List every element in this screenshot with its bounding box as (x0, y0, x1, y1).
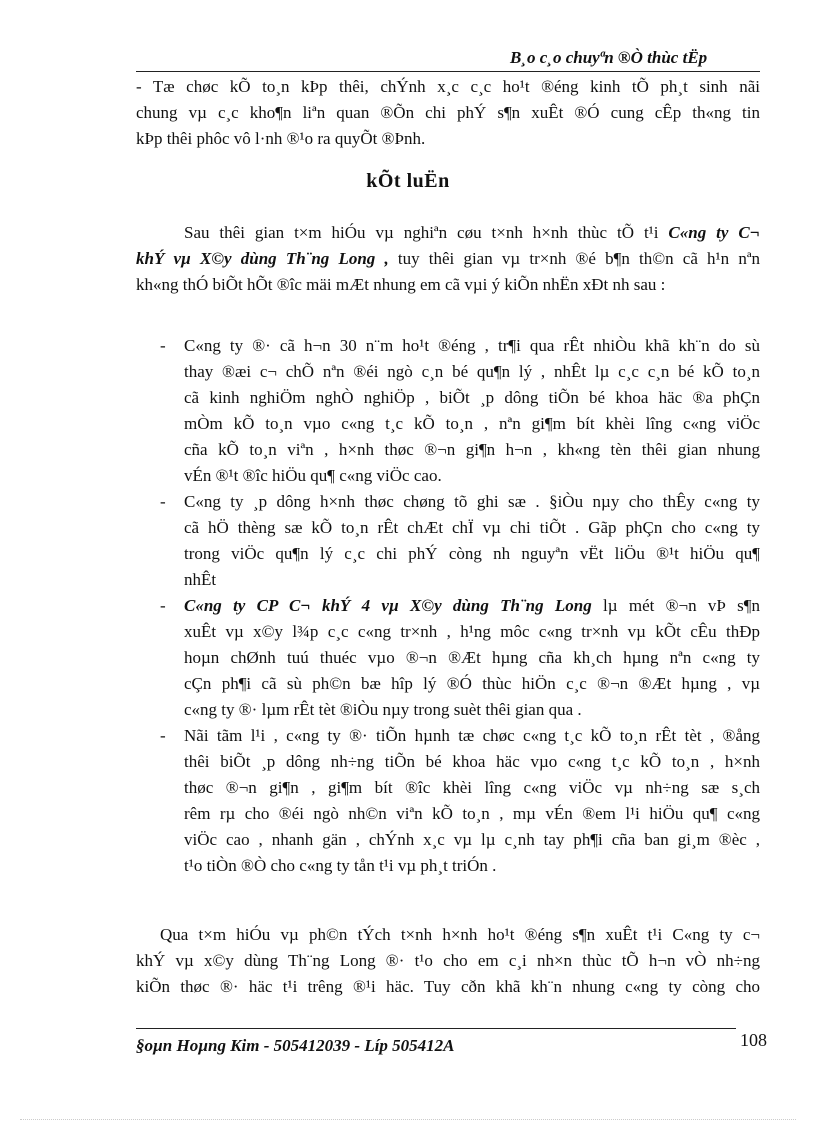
finding-line: vÉn ®¹t ®îc hiÖu qu¶ c«ng viÖc cao. (184, 466, 442, 485)
finding-line: t¹o tiÒn ®Ò cho c«ng ty tån t¹i vµ ph¸t triÓn . (184, 856, 497, 875)
header-rule (136, 71, 760, 72)
finding-line: thêi biÕt ¸p dông nh÷ng tiÕn bé khoa häc vµo c«ng t¸c kÕ to¸n , h×nh (184, 752, 760, 771)
conclusion-line (136, 246, 760, 272)
bullet-dash: - (160, 336, 166, 355)
finding-line: viÖc cao , nhanh gän , chÝnh x¸c vµ lµ c¸nh tay ph¶i cña ban gi¸m ®èc , (184, 830, 760, 849)
finding-line: cã hÖ thèng sæ kÕ to¸n rÊt chÆt chÏ vµ chi tiÕt . Gãp phÇn cho c«ng ty (184, 518, 760, 537)
footer-author: §oµn Hoµng Kim - 505412039 - Líp 505412A (136, 1036, 455, 1055)
conclusion-text: Sau thêi gian t×m hiÓu vµ nghiªn cøu t×nh h×nh thùc tÕ t¹i (184, 223, 669, 242)
finding-line: nhÊt (184, 570, 217, 589)
conclusion-line (136, 220, 760, 246)
finding-item (160, 723, 760, 879)
finding-line: cÇn ph¶i cã sù ph©n bæ hîp lý ®Ó thùc hiÖn c¸c ®¬n ®Æt hµng , vµ (184, 674, 760, 693)
closing-line: khÝ vµ x©y dùng Th¨ng Long ®· t¹o cho em c¸i nh×n thùc tÕ h¬n vÒ nh÷ng (136, 951, 760, 970)
finding-text: lµ mét ®¬n vÞ s¶n (591, 596, 761, 615)
finding-line: mÒm kÕ to¸n vµo c«ng t¸c kÕ to¸n , nªn gi¶m bít khèi lîng c«ng viÖc (184, 414, 760, 433)
conclusion-paragraph (136, 220, 760, 298)
finding-line: cã kinh nghiÖm nghÒ nghiÖp , biÕt ¸p dông tiÕn bé khoa häc ®a phÇn (184, 388, 760, 407)
finding-line: trong viÖc qu¶n lý c¸c chi phÝ còng nh nguyªn vËt liÖu ®¹t hiÖu qu¶ (184, 544, 760, 563)
company-name-part: C«ng ty C¬ (668, 223, 760, 242)
finding-line: c«ng ty ®· lµm rÊt tèt ®iÒu nµy trong suèt thêi gian qua . (184, 700, 582, 719)
company-name-part: khÝ vµ X©y dùng Th¨ng Long , (136, 249, 389, 268)
section-title: kÕt luËn (366, 170, 450, 192)
finding-line: Nãi tãm l¹i , c«ng ty ®· tiÕn hµnh tæ chøc c«ng t¸c kÕ to¸n rÊt tèt , ®ång (184, 726, 760, 745)
intro-line: kÞp thêi phôc vô l·nh ®¹o ra quyÕt ®Þnh. (136, 129, 426, 148)
bullet-dash: - (160, 726, 166, 745)
finding-line: thøc ®¬n gi¶n , gi¶m bít ®îc khèi lîng c«ng viÖc vµ nh÷ng sæ s¸ch (184, 778, 760, 797)
finding-line (184, 593, 760, 619)
bullet-dash: - (160, 492, 166, 511)
finding-item (160, 489, 760, 593)
closing-line: kiÕn thøc ®· häc t¹i trêng ®¹i häc. Tuy cðn khã kh¨n nhung c«ng ty còng cho (136, 977, 760, 996)
closing-paragraph (136, 922, 760, 1000)
intro-line: chung vµ c¸c kho¶n liªn quan ®Õn chi phÝ s¶n xuÊt ®Ó cung cÊp th«ng tin (136, 103, 760, 122)
finding-line: C«ng ty ¸p dông h×nh thøc chøng tõ ghi sæ . §iÒu nµy cho thÊy c«ng ty (184, 492, 760, 511)
company-name-bold: C«ng ty CP C¬ khÝ 4 vµ X©y dùng Th¨ng Long (184, 596, 592, 615)
finding-line: xuÊt vµ x©y l¾p c¸c c«ng tr×nh , h¹ng môc c«ng tr×nh vµ kÕt cÊu thÐp (184, 622, 760, 641)
footer-rule (136, 1028, 736, 1029)
page-number: 108 (740, 1030, 767, 1050)
finding-line: thay ®æi c¬ chÕ nªn ®éi ngò c¸n bé qu¶n lý , nhÊt lµ c¸c c¸n bé kÕ to¸n (184, 362, 760, 381)
bullet-dash: - (160, 596, 166, 615)
intro-line: - Tæ chøc kÕ to¸n kÞp thêi, chÝnh x¸c c¸c ho¹t ®éng kinh tÕ ph¸t sinh nãi (136, 77, 760, 96)
closing-line: Qua t×m hiÓu vµ ph©n tÝch t×nh h×nh ho¹t ®éng s¶n xuÊt t¹i C«ng ty c¬ (160, 925, 760, 944)
finding-line: C«ng ty ®· cã h¬n 30 n¨m ho¹t ®éng , tr¶i qua rÊt nhiÒu khã kh¨n do sù (184, 336, 760, 355)
finding-item (160, 333, 760, 489)
running-header: B¸o c¸o chuyªn ®Ò thùc tËp (510, 48, 708, 67)
finding-line: hoµn chØnh tuú thuéc vµo ®¬n ®Æt hµng cña kh¸ch hµng nªn c«ng ty (184, 648, 760, 667)
finding-line: cña kÕ to¸n viªn , h×nh thøc ®¬n gi¶n h¬n , kh«ng tèn thêi gian nhung (184, 440, 760, 459)
finding-item (160, 593, 760, 723)
finding-line: rêm rµ cho ®éi ngò nh©n viªn kÕ to¸n , mµ vÉn ®em l¹i hiÖu qu¶ c«ng (184, 804, 760, 823)
intro-paragraph (136, 74, 760, 152)
conclusion-line: kh«ng thÓ biÕt hÕt ®îc mäi mÆt nhung em cã vµi ý kiÕn nhËn xÐt nh sau : (136, 275, 666, 294)
page-edge (20, 1119, 796, 1120)
conclusion-text: tuy thêi gian vµ tr×nh ®é b¶n th©n cã h¹n nªn (388, 249, 761, 268)
findings-list (160, 333, 760, 879)
